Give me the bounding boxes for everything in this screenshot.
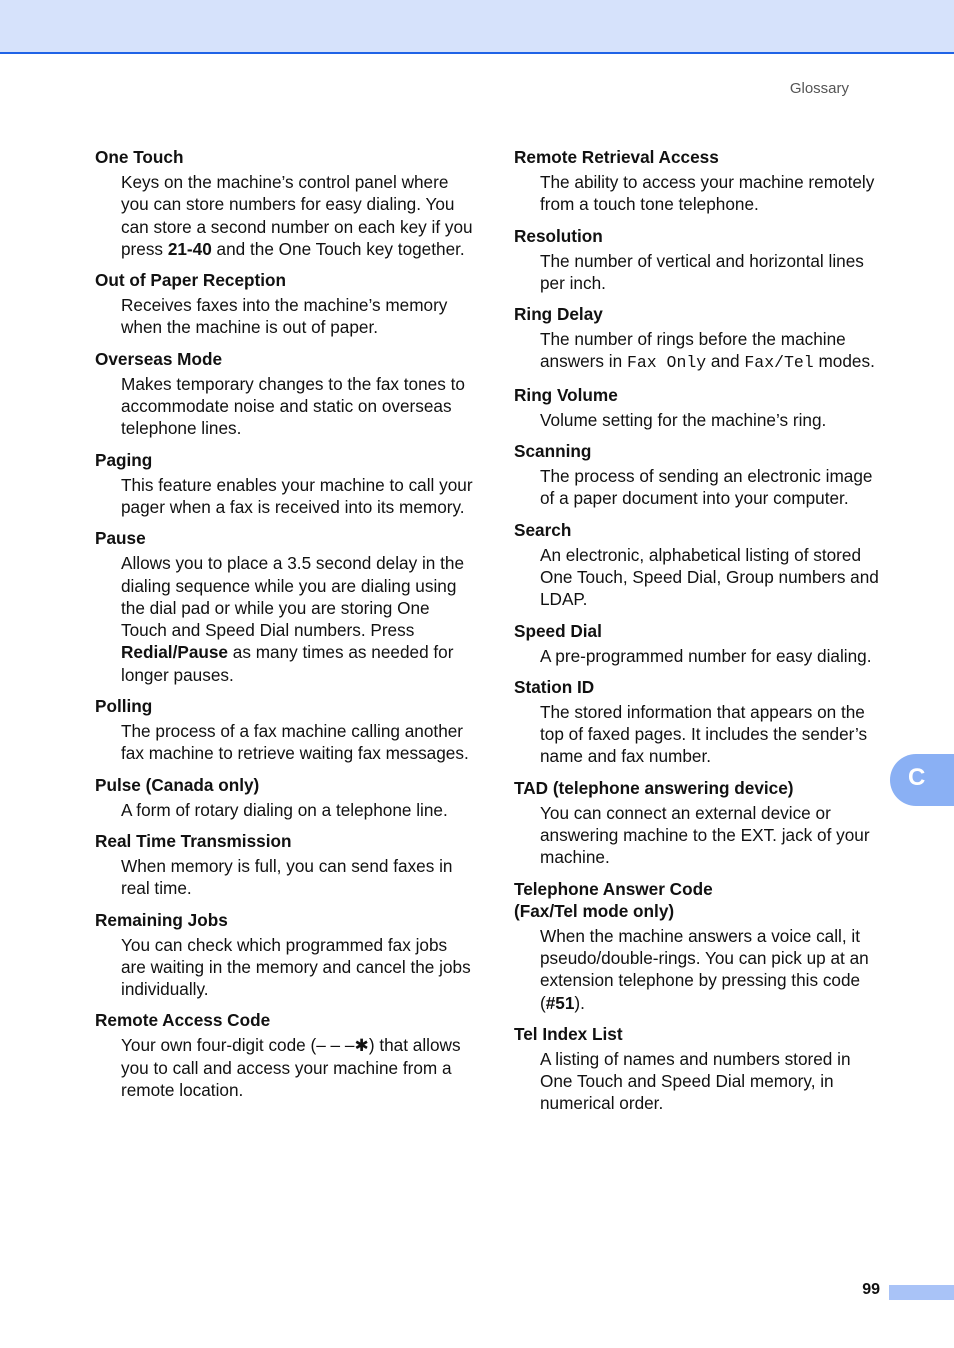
glossary-entry-resolution <box>514 225 884 295</box>
footer-bar <box>889 1285 954 1300</box>
header-band <box>0 0 954 54</box>
glossary-entry-polling <box>95 695 475 765</box>
glossary-entry-tad <box>514 777 884 869</box>
glossary-term: Scanning <box>514 441 592 462</box>
glossary-entry-paging <box>95 449 475 519</box>
glossary-term: Ring Delay <box>514 304 603 325</box>
glossary-entry-pulse <box>95 774 475 821</box>
glossary-definition: Makes temporary changes to the fax tones to accommodate noise and static on overseas telephone lines. <box>121 373 465 439</box>
glossary-definition: Receives faxes into the machine’s memory when the machine is out of paper. <box>121 295 448 338</box>
glossary-entry-ring-delay <box>514 303 884 375</box>
glossary-term: TAD (telephone answering device) <box>514 777 794 798</box>
page-number: 99 <box>862 1281 880 1298</box>
glossary-entry-tel-index-list <box>514 1023 884 1115</box>
glossary-term: Search <box>514 519 572 540</box>
glossary-entry-speed-dial <box>514 620 884 667</box>
glossary-entry-one-touch <box>95 146 475 260</box>
chapter-tab-letter: C <box>908 764 926 791</box>
glossary-term: Ring Volume <box>514 384 618 405</box>
glossary-term: Telephone Answer Code (Fax/Tel mode only) <box>514 878 713 921</box>
glossary-entry-overseas-mode <box>95 348 475 440</box>
running-head: Glossary <box>789 80 849 97</box>
glossary-definition: When memory is full, you can send faxes in real time. <box>121 855 453 899</box>
glossary-definition: The number of rings before the machine answers in Fax Only and Fax/Tel modes. <box>540 329 875 373</box>
glossary-entry-telephone-answer-code <box>514 878 884 1014</box>
glossary-definition: This feature enables your machine to call your pager when a fax is received into its memory. <box>121 474 473 517</box>
glossary-term: Remaining Jobs <box>95 909 228 930</box>
glossary-entry-real-time-transmission <box>95 830 475 900</box>
glossary-entry-search <box>514 519 884 611</box>
glossary-definition: A form of rotary dialing on a telephone line. <box>121 799 448 820</box>
glossary-definition: You can connect an external device or answering machine to the EXT. jack of your machine. <box>540 802 870 868</box>
glossary-term: Out of Paper Reception <box>95 270 286 291</box>
glossary-right-column <box>514 146 884 1124</box>
glossary-entry-station-id <box>514 676 884 768</box>
chapter-tab <box>890 754 954 806</box>
glossary-left-column <box>95 146 475 1110</box>
glossary-entry-remote-access-code <box>95 1009 475 1101</box>
glossary-term: Real Time Transmission <box>95 830 292 851</box>
glossary-definition: A pre-programmed number for easy dialing. <box>540 645 872 666</box>
glossary-term: One Touch <box>95 147 184 167</box>
glossary-term: Remote Access Code <box>95 1010 271 1031</box>
glossary-term: Pause <box>95 528 146 549</box>
glossary-term: Pulse (Canada only) <box>95 774 260 795</box>
glossary-definition: The number of vertical and horizontal lines per inch. <box>540 250 864 293</box>
glossary-term: Tel Index List <box>514 1023 623 1044</box>
glossary-term: Remote Retrieval Access <box>514 147 719 167</box>
glossary-definition: When the machine answers a voice call, it pseudo/double-rings. You can pick up at an extension telephone by pressing this code (#51). <box>540 925 869 1013</box>
glossary-definition: Keys on the machine’s control panel where you can store numbers for easy dialing. You can store a second number on each key if you press 21-40 and the One Touch key together. <box>121 172 473 259</box>
glossary-definition: The ability to access your machine remotely from a touch tone telephone. <box>540 172 875 215</box>
glossary-definition: Your own four-digit code (– – –✱) that allows you to call and access your machine from a remote location. <box>121 1035 461 1101</box>
glossary-definition: You can check which programmed fax jobs are waiting in the memory and cancel the jobs individually. <box>121 934 471 1000</box>
glossary-definition: Volume setting for the machine’s ring. <box>540 409 827 430</box>
glossary-term: Station ID <box>514 676 595 697</box>
glossary-entry-remaining-jobs <box>95 909 475 1001</box>
glossary-term: Speed Dial <box>514 620 602 641</box>
glossary-definition: Allows you to place a 3.5 second delay in the dialing sequence while you are dialing using the dial pad or while you are storing One Touch and Speed Dial numbers. Press Redial/Pause as many times as needed for longer pauses. <box>121 553 465 685</box>
glossary-definition: The stored information that appears on the top of faxed pages. It includes the sender’s name and fax number. <box>540 701 868 767</box>
glossary-entry-pause <box>95 527 475 686</box>
glossary-entry-ring-volume <box>514 384 884 431</box>
glossary-term: Polling <box>95 696 153 717</box>
glossary-entry-out-of-paper-reception <box>95 269 475 339</box>
glossary-definition: The process of a fax machine calling another fax machine to retrieve waiting fax messages. <box>121 721 469 764</box>
glossary-term: Overseas Mode <box>95 348 223 369</box>
glossary-entry-remote-retrieval-access <box>514 146 884 216</box>
glossary-term: Paging <box>95 449 153 470</box>
glossary-entry-scanning <box>514 440 884 510</box>
glossary-term: Resolution <box>514 225 603 246</box>
glossary-definition: The process of sending an electronic image of a paper document into your computer. <box>540 466 873 509</box>
glossary-definition: An electronic, alphabetical listing of stored One Touch, Speed Dial, Group numbers and LDAP. <box>540 544 879 610</box>
glossary-definition: A listing of names and numbers stored in One Touch and Speed Dial memory, in numerical order. <box>540 1048 851 1114</box>
